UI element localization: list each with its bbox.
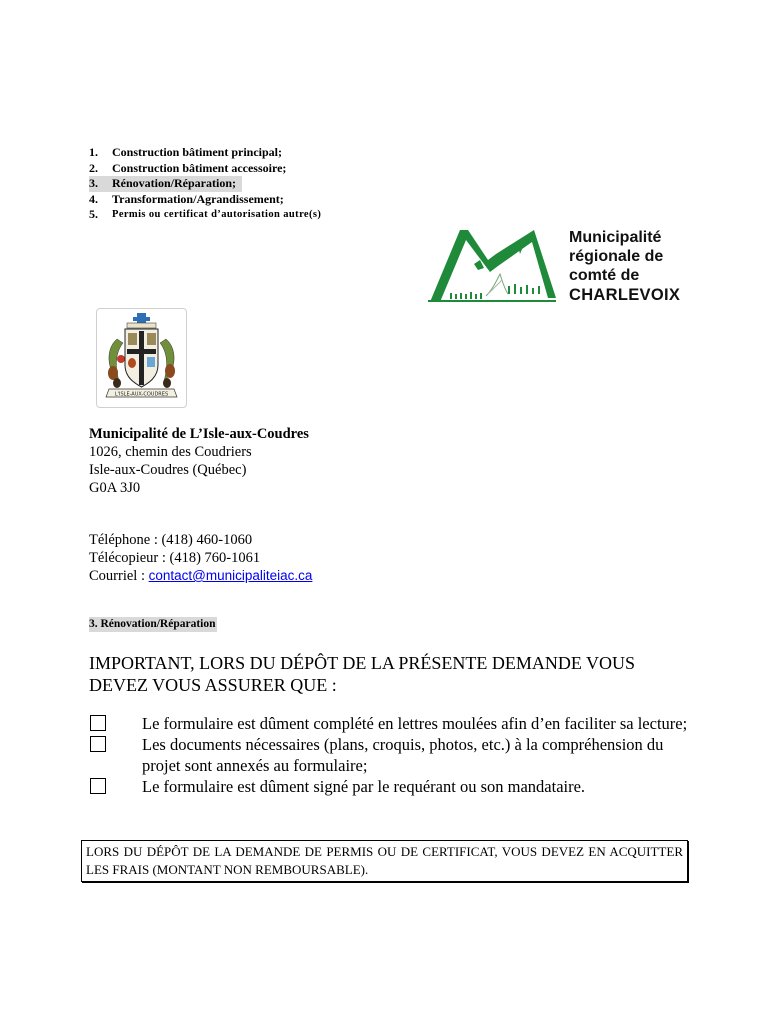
checklist-item: Les documents nécessaires (plans, croquis, photos, etc.) à la compréhension du projet sont annexés au formulaire;: [89, 734, 689, 776]
permit-type-item: 4. Transformation/Agrandissement;: [89, 191, 284, 206]
section-label: 3. Rénovation/Réparation: [89, 618, 216, 630]
mrc-charlevoix-logo: [428, 224, 683, 314]
permit-type-item: 5. Permis ou certificat d’autorisation autre(s): [89, 207, 322, 221]
email-link[interactable]: contact@municipaliteiac.ca: [148, 568, 313, 583]
checkbox[interactable]: [90, 736, 106, 752]
requirements-checklist: [89, 713, 689, 797]
postal-code: G0A 3J0: [89, 480, 141, 496]
phone-number: Téléphone : (418) 460-1060: [89, 532, 253, 548]
checkbox[interactable]: [90, 778, 106, 794]
permit-type-item-highlighted: 3. Rénovation/Réparation;: [89, 176, 242, 192]
city: Isle-aux-Coudres (Québec): [89, 462, 247, 478]
municipality-name: Municipalité de L’Isle-aux-Coudres: [89, 426, 309, 442]
mrc-logo-text: Municipalité régionale de comté de CHARLEVOIX: [569, 229, 681, 304]
mountain-logo-icon: [428, 224, 558, 306]
fee-notice-box: LORS DU DÉPÔT DE LA DEMANDE DE PERMIS OU DE CERTIFICAT, VOUS DEVEZ EN ACQUITTER LES FRAIS (MONTANT NON REMBOURSABLE).: [81, 840, 688, 882]
coat-of-arms-banner: L'ISLE-AUX-COUDRES: [114, 391, 169, 398]
checklist-item: Le formulaire est dûment signé par le requérant ou son mandataire.: [89, 776, 689, 797]
street-address: 1026, chemin des Coudriers: [89, 444, 252, 460]
checkbox[interactable]: [90, 715, 106, 731]
contact-info: [89, 531, 312, 585]
fax-number: Télécopieur : (418) 760-1061: [89, 550, 261, 566]
email-line: Courriel : contact@municipaliteiac.ca: [89, 568, 313, 584]
coat-of-arms-icon: [97, 309, 186, 407]
permit-type-item: 1. Construction bâtiment principal;: [89, 145, 283, 159]
important-heading: IMPORTANT, LORS DU DÉPÔT DE LA PRÉSENTE DEMANDE VOUS DEVEZ VOUS ASSURER QUE :: [89, 653, 636, 695]
coat-of-arms-image: [96, 308, 187, 408]
checklist-item: Le formulaire est dûment complété en lettres moulées afin d’en faciliter sa lecture;: [89, 713, 689, 734]
permit-type-item: 2. Construction bâtiment accessoire;: [89, 160, 287, 175]
permit-type-list: [89, 145, 321, 223]
municipality-address: [89, 425, 309, 497]
